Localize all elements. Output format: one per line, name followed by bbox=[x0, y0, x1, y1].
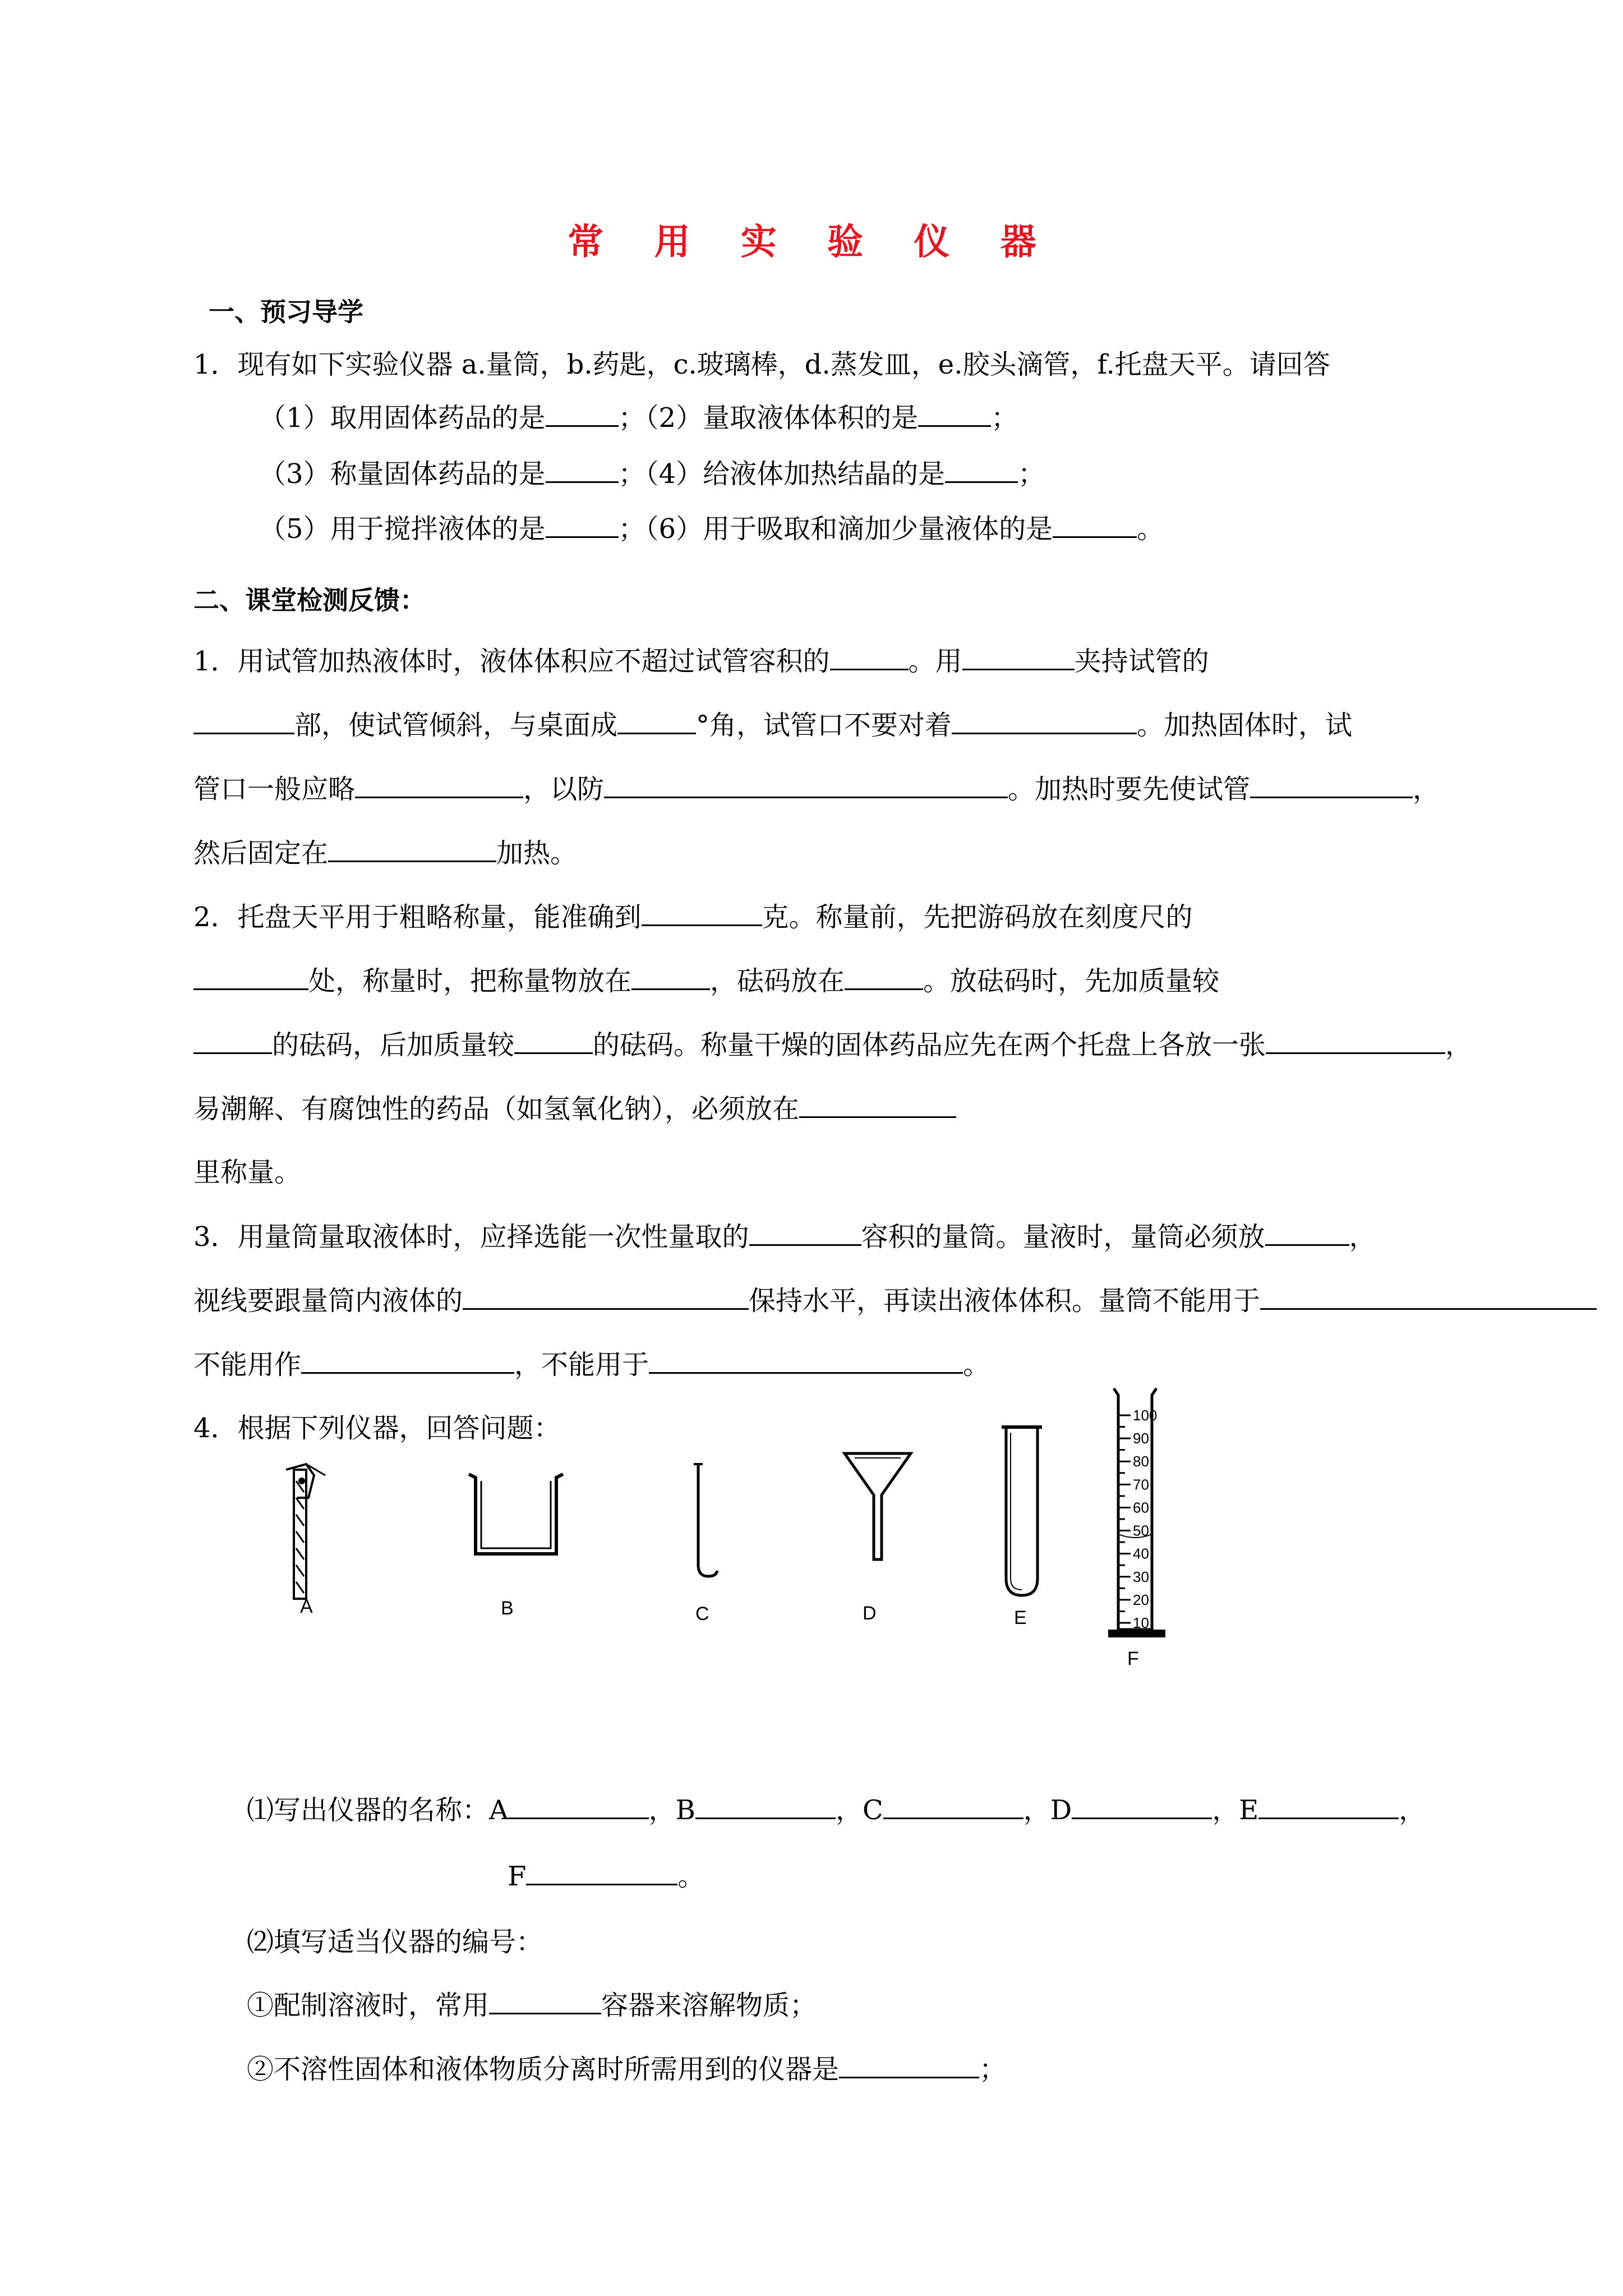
answer-blank[interactable] bbox=[1072, 1793, 1212, 1819]
answer-blank[interactable] bbox=[749, 1220, 861, 1246]
s2-q1-line-3: 管口一般应略 ，以防 。加热时要先使试管 ， bbox=[193, 772, 1440, 806]
question-1-row-1: （1）取用固体药品的是 ；（2）量取液体体积的是 ； bbox=[259, 401, 1018, 435]
glass-rod-dropper-figure bbox=[687, 1458, 732, 1582]
cylinder-scale-label: 40 bbox=[1133, 1545, 1149, 1562]
s2-q2-line-2: 处，称量时，把称量物放在 ，砝码放在 。放砝码时，先加质量较 bbox=[193, 964, 1219, 998]
s2-q4-part-1-line-2: F 。 bbox=[508, 1859, 704, 1893]
question-1-row-2: （3）称量固体药品的是 ；（4）给液体加热结晶的是 ； bbox=[259, 457, 1045, 491]
s2-q3-line-3: 不能用作 ，不能用于 。 bbox=[193, 1347, 990, 1382]
answer-blank[interactable] bbox=[193, 1028, 272, 1054]
test-tube-holder-figure bbox=[275, 1458, 331, 1604]
answer-blank[interactable] bbox=[526, 1859, 677, 1885]
s2-q4-part-1-line-1: ⑴写出仪器的名称：A ，B ，C ，D ，E ， bbox=[247, 1793, 1426, 1827]
s2-q3-line-1: 3．用量筒量取液体时，应择选能一次性量取的 容积的量筒。量液时，量筒必须放 ， bbox=[193, 1220, 1376, 1254]
answer-blank[interactable] bbox=[883, 1793, 1023, 1819]
s2-q4-part-2-heading: ⑵填写适当仪器的编号： bbox=[247, 1926, 543, 1958]
cylinder-scale-label: 30 bbox=[1133, 1568, 1149, 1585]
funnel-figure bbox=[841, 1450, 914, 1562]
question-1-stem: 1．现有如下实验仪器 a.量筒，b.药匙，c.玻璃棒，d.蒸发皿，e.胶头滴管，f.托盘天平。请回答 bbox=[193, 349, 1330, 380]
answer-blank[interactable] bbox=[962, 644, 1075, 670]
answer-blank[interactable] bbox=[1258, 1793, 1399, 1819]
answer-blank[interactable] bbox=[604, 772, 1008, 798]
page-title: 常 用 实 验 仪 器 bbox=[568, 221, 1055, 263]
graduated-cylinder-figure bbox=[1098, 1383, 1182, 1641]
section-heading-feedback: 二、课堂检测反馈： bbox=[193, 585, 426, 615]
answer-blank[interactable] bbox=[952, 708, 1137, 734]
figure-label-c: C bbox=[695, 1603, 709, 1625]
s2-q3-line-2: 视线要跟量筒内液体的 保持水平，再读出液体体积。量筒不能用于 bbox=[193, 1283, 1597, 1318]
figure-label-b: B bbox=[501, 1598, 514, 1619]
answer-blank[interactable] bbox=[631, 964, 710, 990]
cylinder-scale-label: 10 bbox=[1133, 1614, 1149, 1631]
cylinder-scale-label: 20 bbox=[1133, 1591, 1149, 1608]
figure-label-e: E bbox=[1014, 1607, 1027, 1628]
answer-blank[interactable] bbox=[617, 708, 696, 734]
answer-blank[interactable] bbox=[546, 512, 619, 538]
answer-blank[interactable] bbox=[509, 1793, 649, 1819]
s2-q2-line-3: 的砝码，后加质量较 的砝码。称量干燥的固体药品应先在两个托盘上各放一张 ， bbox=[193, 1028, 1472, 1062]
figure-label-a: A bbox=[300, 1596, 313, 1617]
answer-blank[interactable] bbox=[193, 964, 308, 990]
cylinder-scale-label: 70 bbox=[1133, 1476, 1149, 1493]
question-1-row-3: （5）用于搅拌液体的是 ；（6）用于吸取和滴加少量液体的是 。 bbox=[259, 512, 1164, 546]
section-heading-preview: 一、预习导学 bbox=[209, 297, 363, 327]
cylinder-scale-label: 90 bbox=[1133, 1430, 1149, 1447]
answer-blank[interactable] bbox=[845, 964, 923, 990]
answer-blank[interactable] bbox=[514, 1028, 593, 1054]
answer-blank[interactable] bbox=[642, 900, 762, 926]
cylinder-scale-label: 50 bbox=[1133, 1522, 1149, 1539]
cylinder-scale-label: 100 bbox=[1133, 1407, 1158, 1424]
s2-q4-stem: 4．根据下列仪器，回答问题： bbox=[193, 1412, 561, 1444]
cylinder-scale-label: 60 bbox=[1133, 1499, 1149, 1516]
figure-label-d: D bbox=[863, 1603, 877, 1624]
answer-blank[interactable] bbox=[918, 401, 991, 427]
s2-q2-line-5: 里称量。 bbox=[193, 1157, 302, 1188]
answer-blank[interactable] bbox=[945, 457, 1018, 483]
answer-blank[interactable] bbox=[695, 1793, 836, 1819]
s2-q1-line-4: 然后固定在 加热。 bbox=[193, 836, 577, 870]
answer-blank[interactable] bbox=[546, 457, 619, 483]
answer-blank[interactable] bbox=[830, 644, 909, 670]
answer-blank[interactable] bbox=[355, 772, 523, 798]
answer-blank[interactable] bbox=[546, 401, 619, 427]
answer-blank[interactable] bbox=[301, 1347, 514, 1374]
s2-q2-line-1: 2．托盘天平用于粗略称量，能准确到 克。称量前，先把游码放在刻度尺的 bbox=[193, 900, 1193, 934]
answer-blank[interactable] bbox=[193, 708, 294, 734]
cylinder-scale-label: 80 bbox=[1133, 1453, 1149, 1470]
answer-blank[interactable] bbox=[1250, 772, 1413, 798]
beaker-figure bbox=[465, 1470, 566, 1559]
answer-blank[interactable] bbox=[839, 2052, 979, 2078]
test-tube-figure bbox=[999, 1421, 1044, 1601]
s2-q2-line-4: 易潮解、有腐蚀性的药品（如氢氧化钠），必须放在 bbox=[193, 1092, 956, 1126]
s2-q1-line-1: 1．用试管加热液体时，液体体积应不超过试管容积的 。用 夹持试管的 bbox=[193, 644, 1209, 678]
s2-q1-line-2: 部，使试管倾斜，与桌面成 °角，试管口不要对着 。加热固体时，试 bbox=[193, 708, 1352, 742]
answer-blank[interactable] bbox=[463, 1283, 749, 1310]
s2-q4-part-2-item-2: ②不溶性固体和液体物质分离时所需用到的仪器是 ； bbox=[247, 2052, 1006, 2086]
answer-blank[interactable] bbox=[799, 1092, 956, 1118]
answer-blank[interactable] bbox=[489, 1988, 601, 2014]
answer-blank[interactable] bbox=[1053, 512, 1137, 538]
answer-blank[interactable] bbox=[649, 1347, 963, 1374]
answer-blank[interactable] bbox=[1265, 1220, 1349, 1246]
answer-blank[interactable] bbox=[328, 836, 496, 862]
answer-blank[interactable] bbox=[1266, 1028, 1445, 1054]
figure-label-f: F bbox=[1127, 1648, 1139, 1669]
answer-blank[interactable] bbox=[1260, 1283, 1597, 1310]
s2-q4-part-2-item-1: ①配制溶液时，常用 容器来溶解物质； bbox=[247, 1988, 817, 2022]
